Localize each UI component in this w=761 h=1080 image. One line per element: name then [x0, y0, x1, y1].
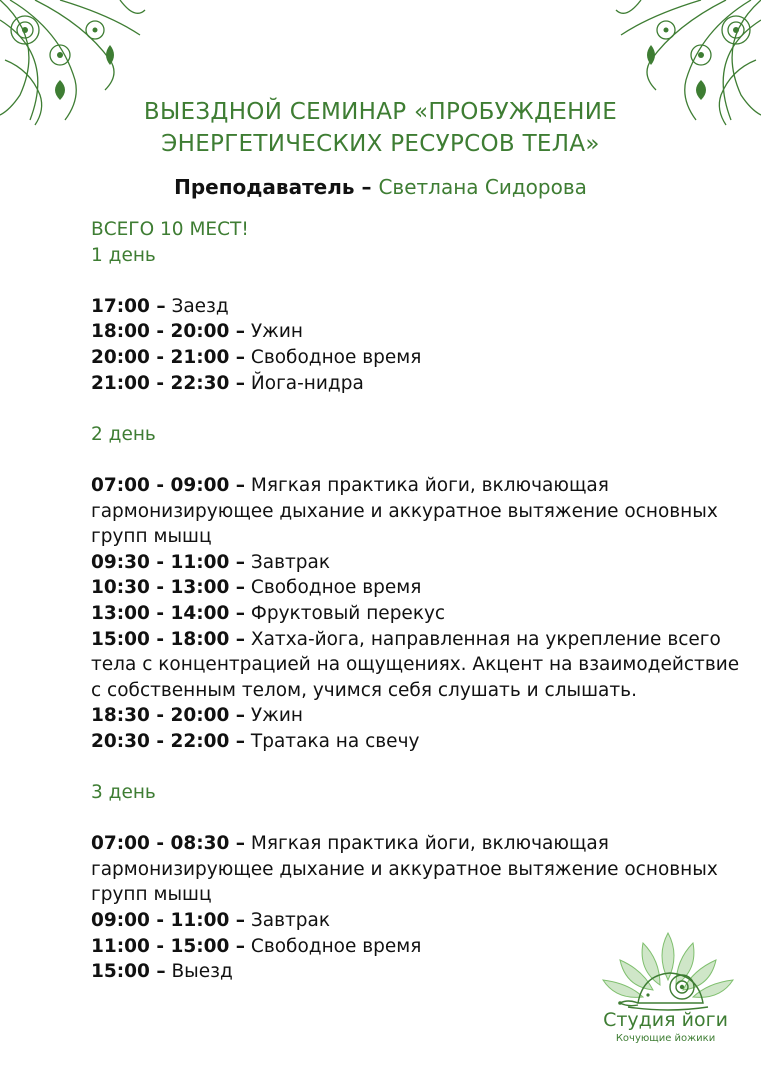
item-time: 13:00 - 14:00 –: [91, 602, 246, 624]
teacher-label: Преподаватель –: [174, 175, 379, 199]
item-text: Мягкая практика йоги, включающая гармонизирующее дыхание и аккуратное вытяжение основных групп мышц: [91, 833, 718, 906]
day-title: 3 день: [91, 782, 156, 804]
item-text: Ужин: [245, 321, 303, 343]
item-text: Свободное время: [245, 346, 422, 368]
item-time: 21:00 - 22:30 –: [91, 372, 246, 394]
item-text: Завтрак: [245, 910, 331, 932]
item-time: 20:00 - 21:00 –: [91, 346, 246, 368]
schedule-item: [91, 371, 751, 397]
day-title: 2 день: [91, 423, 156, 445]
item-text: Йога-нидра: [245, 372, 364, 394]
item-time: 20:30 - 22:00 –: [91, 730, 246, 752]
title-line-1: ВЫЕЗДНОЙ СЕМИНАР «ПРОБУЖДЕНИЕ: [143, 99, 618, 125]
teacher-name: Светлана Сидорова: [378, 175, 587, 199]
item-time: 17:00 –: [91, 295, 166, 317]
title-line-2: ЭНЕРГЕТИЧЕСКИХ РЕСУРСОВ ТЕЛА»: [161, 131, 600, 157]
item-text: Хатха-йога, направленная на укрепление всего тела с концентрацией на ощущениях. Акцент на взаимодействие с собственным телом, учимся себя слушать и слышать.: [91, 628, 740, 701]
schedule-item: [91, 473, 751, 550]
schedule-item: [91, 550, 751, 576]
teacher-line: [0, 173, 761, 201]
studio-logo-name: Студия йоги: [603, 1009, 728, 1031]
item-time: 11:00 - 15:00 –: [91, 935, 246, 957]
item-text: Фруктовый перекус: [245, 602, 446, 624]
places-notice: ВСЕГО 10 МЕСТ!: [91, 219, 249, 240]
item-time: 09:00 - 11:00 –: [91, 910, 246, 932]
schedule-item: [91, 601, 751, 627]
item-time: 10:30 - 13:00 –: [91, 577, 246, 599]
item-time: 09:30 - 11:00 –: [91, 551, 246, 573]
item-time: 15:00 –: [91, 961, 166, 983]
item-text: Завтрак: [245, 551, 331, 573]
item-time: 07:00 - 08:30 –: [91, 833, 246, 855]
schedule-item: [91, 627, 751, 704]
item-time: 18:30 - 20:00 –: [91, 705, 246, 727]
item-text: Выезд: [165, 961, 233, 983]
item-text: Заезд: [165, 295, 229, 317]
schedule-item: [91, 831, 751, 908]
item-time: 15:00 - 18:00 –: [91, 628, 246, 650]
item-time: 07:00 - 09:00 –: [91, 474, 246, 496]
item-text: Свободное время: [245, 577, 422, 599]
page-title: [0, 96, 761, 160]
schedule-item: [91, 319, 751, 345]
schedule-item: [91, 729, 751, 755]
schedule-item: [91, 703, 751, 729]
item-text: Мягкая практика йоги, включающая гармонизирующее дыхание и аккуратное вытяжение основных групп мышц: [91, 474, 718, 548]
studio-logo-subtitle: Кочующие йожики: [615, 1033, 716, 1044]
item-text: Свободное время: [245, 935, 422, 957]
item-text: Тратака на свечу: [245, 730, 420, 752]
schedule: [91, 217, 751, 985]
schedule-item: [91, 294, 751, 320]
schedule-item: [91, 575, 751, 601]
item-text: Ужин: [245, 705, 303, 727]
item-time: 18:00 - 20:00 –: [91, 321, 246, 343]
schedule-item: [91, 345, 751, 371]
day-title: 1 день: [91, 244, 156, 266]
